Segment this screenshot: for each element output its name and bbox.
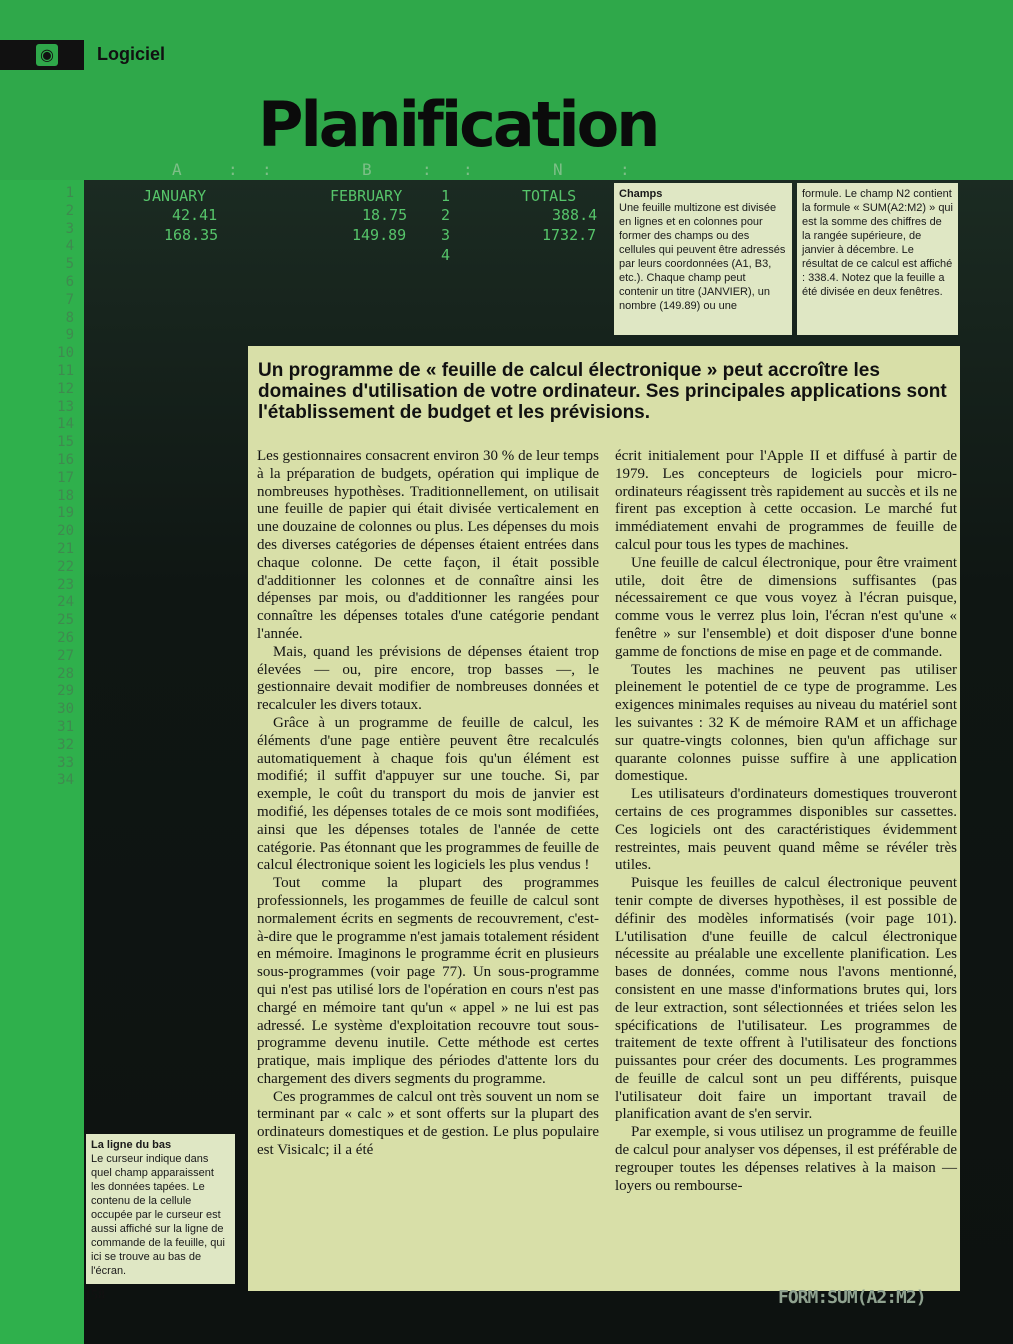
row-number: 14	[57, 416, 74, 433]
paragraph: Une feuille de calcul électronique, pour être vraiment utile, doit être de dimensions suffisantes (pas nécessairement ce que vous voyez à l'écran puisque, comme vous le verrez plus loin, l'écran n'est qu'une « fenêtre » sur l'ensemble) et doit disposer d'une bonne gamme de fonctions de mise en page et de commande.	[615, 554, 957, 660]
column-header-b: B	[362, 160, 372, 179]
row-number: 1	[65, 185, 74, 201]
row-number: 29	[57, 683, 74, 700]
row-number: 30	[57, 701, 74, 718]
row-number: 10	[57, 345, 74, 362]
article-subtitle: Un programme de « feuille de calcul électronique » peut accroître les domaines d'utilisation de votre ordinateur. Ses principales applications sont l'établissement de budget et les prévisions.	[258, 360, 947, 423]
row-number: 26	[57, 629, 74, 646]
row-number: 22	[57, 558, 74, 575]
paragraph: Mais, quand les prévisions de dépenses étaient trop élevées — ou, pire encore, trop basses —, le gestionnaire devait modifier de nombreuses données et recalculer les divers totaux.	[257, 643, 599, 714]
cell-a2: 42.41	[172, 206, 218, 224]
paragraph: Toutes les machines ne peuvent pas utiliser pleinement le potentiel de ce type de programme. Les exigences minimales requises au niveau du matériel sont les suivantes : 32 K de mémoire RAM et un affichage sur quatre-vingts colonnes, bien qu'un affichage sur quarante colonnes puisse suffire à une application domestique.	[615, 661, 957, 785]
cell-b3: 149.89	[352, 226, 407, 244]
section-label: Logiciel	[97, 44, 166, 64]
cell-b2: 18.75	[362, 206, 408, 224]
column-header-sep: :	[228, 160, 238, 179]
cell-n3: 1732.7	[542, 226, 597, 244]
article-column-right	[615, 448, 957, 1195]
caption-ligne-du-bas	[86, 1134, 235, 1284]
column-header-sep: :	[463, 160, 473, 179]
caption-text: formule. Le champ N2 contient la formule « SUM(A2:M2) » qui est la somme des chiffres de la rangée supérieure, de janvier à décembre. Le résultat de ce calcul est affiché : 338.4. Notez que la feuille a été divisée en deux fenêtres.	[802, 188, 953, 298]
article-column-left	[257, 448, 599, 1160]
paragraph: Les utilisateurs d'ordinateurs domestiques trouveront certains de ces programmes disponibles sur cassettes. Ces logiciels ont des caractéristiques évidemment restreintes, mais peuvent quand même se révéler très utiles.	[615, 786, 957, 874]
command-line: FORM:SUM(A2:M2)	[778, 1287, 926, 1308]
row-number: 17	[57, 469, 74, 486]
cell-n1: TOTALS	[522, 187, 577, 205]
caption-heading: La ligne du bas	[91, 1139, 172, 1151]
caption-text: Le curseur indique dans quel champ apparaissent les données tapées. Le contenu de la cellule occupée par le curseur est aussi affiché sur la ligne de commande de la feuille, qui ici se trouve au bas de l'écran.	[91, 1153, 225, 1277]
row-number: 5	[65, 256, 74, 273]
paragraph: Tout comme la plupart des programmes professionnels, les progammes de feuille de calcul sont normalement écrits en segments de recouvrement, c'est-à-dire que le programme n'est jamais totalement résident en mémoire. Imaginons le programme écrit en plusieurs sous-programmes (voir page 77). Un sous-programme qui n'est pas utilisé lors de l'opération en cours n'est pas chargé en mémoire tant qu'un « appel » ne lui est pas adressé. Le système d'exploitation recouvre tout sous-programme devenu inutile. Cette méthode est certes pratique, mais implique des périodes d'attente lors du chargement des divers segments du programme.	[257, 875, 599, 1087]
row-number: 15	[57, 434, 74, 451]
page-number: 158	[84, 1288, 105, 1303]
row-number: 2	[65, 202, 74, 219]
cell-a3: 168.35	[164, 226, 219, 244]
row-number: 24	[57, 594, 74, 611]
row-number: 19	[57, 505, 74, 522]
paragraph: Par exemple, si vous utilisez un programme de feuille de calcul pour analyser vos dépenses, il est préférable de regrouper toutes les dépenses relatives à la maison — loyers ou rembourse-	[615, 1124, 957, 1194]
row-number: 20	[57, 523, 74, 540]
caption-champs-right	[797, 183, 958, 335]
column-header-sep: :	[620, 160, 630, 179]
row-number: 27	[57, 647, 74, 664]
cell-a1: JANUARY	[143, 187, 207, 205]
row-number: 32	[57, 736, 74, 753]
row-number: 11	[57, 362, 74, 379]
row-index: 4	[441, 246, 451, 264]
row-number: 21	[57, 540, 74, 557]
column-header-sep: :	[262, 160, 272, 179]
row-number: 16	[57, 451, 74, 468]
column-header-sep: :	[422, 160, 432, 179]
row-number: 9	[65, 327, 74, 344]
row-number: 8	[65, 309, 74, 326]
row-number: 28	[57, 665, 74, 682]
paragraph: Ces programmes de calcul ont très souvent un nom se terminant par « calc » et sont offerts sur la plupart des ordinateurs domestiques et de gestion. Le plus populaire est Visicalc; il a été	[257, 1088, 599, 1159]
paragraph: Puisque les feuilles de calcul électronique peuvent tenir compte de diverses hypothèses, il est possible de définir des modèles informatisés (voir page 101). L'utilisation d'une feuille de calcul électronique nécessite au préalable une excellente planification. Les bases de données, comme nous l'avons mentionné, consistent en une masse d'informations brutes qui, lors de leur extraction, sont sélectionnées et triées selon les spécifications de l'utilisateur. Les programmes de traitement de texte offrent à l'utilisateur des fonctions puissantes pour créer des documents. Les programmes de feuille de calcul sont un peu différents, puisque l'utilisateur doit faire un important travail de planification avant de s'en servir.	[615, 875, 957, 1123]
row-number: 34	[57, 772, 74, 789]
page-title: Planification	[258, 88, 658, 161]
row-index: 3	[441, 226, 451, 244]
row-number: 13	[57, 398, 74, 415]
cell-n2: 388.4	[552, 206, 598, 224]
paragraph: écrit initialement pour l'Apple II et diffusé à partir de 1979. Les concepteurs de logiciels pour micro-ordinateurs réagissent très rapidement au succès et ils ne firent pas exception à cette occasion. Le marché fut immédiatement envahi de programmes de feuille de calcul pour tous les types de machines.	[615, 448, 957, 553]
row-index: 2	[441, 206, 451, 224]
row-number: 3	[65, 220, 74, 237]
floppy-disk-icon: ◉	[36, 44, 58, 66]
row-number: 33	[57, 754, 74, 771]
column-header-n: N	[553, 160, 563, 179]
row-numbers	[44, 185, 74, 790]
row-number: 31	[57, 718, 74, 735]
caption-champs-left	[614, 183, 792, 335]
row-number: 7	[65, 291, 74, 308]
column-header-a: A	[172, 160, 182, 179]
row-number: 23	[57, 576, 74, 593]
paragraph: Les gestionnaires consacrent environ 30 % de leur temps à la préparation de budgets, opération qui implique de nombreuses hypothèses. Traditionnellement, on utilisait une feuille de papier qui était divisée verticalement en une douzaine de colonnes ou plus. Les dépenses du mois des diverses catégories de dépenses étaient entrées dans chaque colonne. De cette façon, il était possible d'additionner les colonnes et de connaître ainsi les dépenses par mois, ou d'additionner les rangées pour connaître les dépenses totales d'une catégorie pendant l'année.	[257, 448, 599, 642]
row-number: 25	[57, 612, 74, 629]
row-number: 12	[57, 380, 74, 397]
paragraph: Grâce à un programme de feuille de calcul, les éléments d'une page entière peuvent être recalculés automatiquement à chaque fois qu'un élément est modifié; il suffit d'appuyer sur une touche. Si, par exemple, le coût du transport du mois de janvier est modifié, les dépenses totales de ce mois sont modifiées, ainsi que les dépenses totales de l'année de cette catégorie. Pas étonnant que les programmes de feuille de calcul électronique soient les logiciels les plus vendus !	[257, 714, 599, 874]
row-number: 4	[65, 238, 74, 255]
row-number: 18	[57, 487, 74, 504]
row-index: 1	[441, 187, 451, 205]
cell-b1: FEBRUARY	[330, 187, 403, 205]
caption-heading: Champs	[619, 188, 663, 200]
row-number: 6	[65, 273, 74, 290]
caption-text: Une feuille multizone est divisée en lignes et en colonnes pour former des champs ou des cellules qui peuvent être adressés par leurs coordonnées (A1, B3, etc.). Chaque champ peut contenir un titre (JANVIER), un nombre (149.89) ou une	[619, 202, 786, 312]
